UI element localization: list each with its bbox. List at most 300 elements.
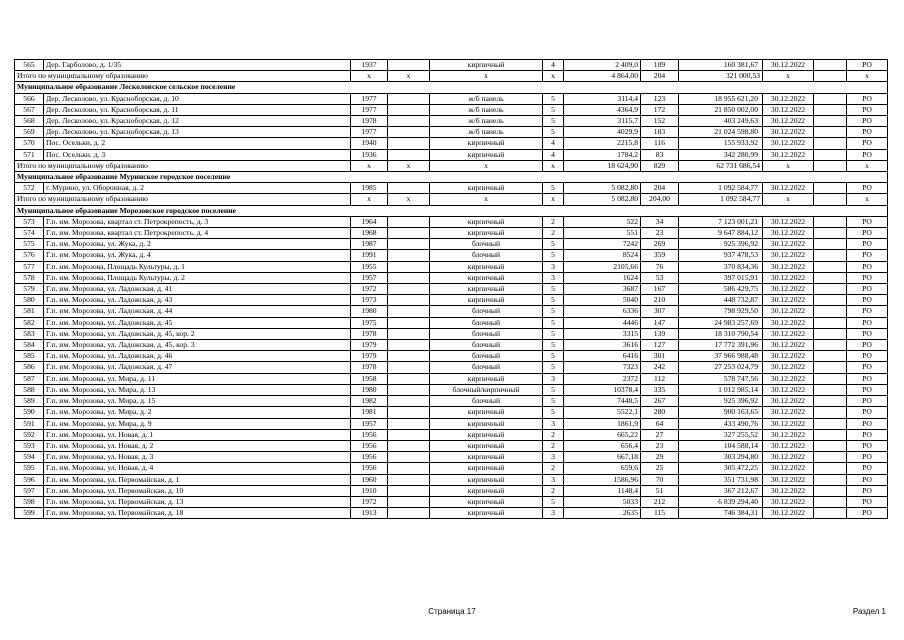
cell-floors: 2 [543, 228, 564, 239]
cell-blank [388, 508, 430, 519]
cell-number: 587 [15, 373, 44, 384]
cell-year: 1985 [351, 183, 388, 194]
cell-blank [388, 60, 430, 71]
cell-area: 2105,66 [564, 261, 641, 272]
table-row [15, 104, 888, 115]
cell-empty [814, 340, 847, 351]
cell-residents: 34 [641, 216, 679, 227]
cell-empty [814, 149, 847, 160]
section-title: Муниципальное образование Муринское городское поселение [15, 172, 888, 183]
cell-area: 4446 [564, 317, 641, 328]
cell-floors: 5 [543, 183, 564, 194]
cell-year: 1977 [351, 104, 388, 115]
cell-year: 1978 [351, 116, 388, 127]
cell-blank [388, 250, 430, 261]
table-row [15, 317, 888, 328]
cell-type: РО [847, 93, 888, 104]
cell-floors: 5 [543, 295, 564, 306]
cell-area: 1586,96 [564, 474, 641, 485]
cell-floors: 2 [543, 485, 564, 496]
cell-type: РО [847, 228, 888, 239]
cell-area: 665,22 [564, 429, 641, 440]
cell-floors: 5 [543, 384, 564, 395]
table-row [15, 496, 888, 507]
cell-cost: 155 933,92 [679, 138, 763, 149]
cell-material: кирпичный [430, 474, 543, 485]
cell-number: 590 [15, 407, 44, 418]
table-row [15, 351, 888, 362]
cell-type: РО [847, 216, 888, 227]
cell-material: блочный [430, 239, 543, 250]
cell-residents: 359 [641, 250, 679, 261]
cell-material: блочный [430, 328, 543, 339]
cell-area: 1861,9 [564, 418, 641, 429]
cell-material: кирпичный [430, 485, 543, 496]
cell-material: ж/б панель [430, 116, 543, 127]
cell-type: РО [847, 239, 888, 250]
cell-year: 1991 [351, 250, 388, 261]
cell-year: 1972 [351, 496, 388, 507]
section-header-row [15, 205, 888, 216]
cell-empty [814, 440, 847, 451]
cell-empty [814, 93, 847, 104]
cell-number: 596 [15, 474, 44, 485]
cell-residents: 25 [641, 463, 679, 474]
cell-floors: 5 [543, 306, 564, 317]
cell-cost: 586 429,75 [679, 284, 763, 295]
cell-year: 1940 [351, 138, 388, 149]
table-row [15, 485, 888, 496]
cell-residents: 53 [641, 272, 679, 283]
cell-material: х [430, 194, 543, 205]
table-row [15, 440, 888, 451]
cell-blank [388, 452, 430, 463]
cell-residents: 167 [641, 284, 679, 295]
cell-cost: 21 850 002,00 [679, 104, 763, 115]
cell-type: РО [847, 362, 888, 373]
cell-floors: 5 [543, 239, 564, 250]
cell-material: блочный [430, 362, 543, 373]
cell-floors: 4 [543, 138, 564, 149]
cell-address: Г.п. им. Морозова, Площадь Культуры, д. 2 [44, 272, 351, 283]
cell-area: 5522,1 [564, 407, 641, 418]
cell-type: РО [847, 418, 888, 429]
cell-residents: 242 [641, 362, 679, 373]
cell-cost: 798 929,50 [679, 306, 763, 317]
cell-blank [388, 228, 430, 239]
cell-date: 30.12.2022 [763, 463, 814, 474]
cell-area: 659,6 [564, 463, 641, 474]
cell-cost: 578 747,56 [679, 373, 763, 384]
cell-number: 585 [15, 351, 44, 362]
total-label: Итого по муниципальному образованию [15, 194, 351, 205]
cell-type: РО [847, 429, 888, 440]
cell-type: РО [847, 328, 888, 339]
cell-material: кирпичный [430, 183, 543, 194]
cell-residents: 109 [641, 60, 679, 71]
cell-date: 30.12.2022 [763, 340, 814, 351]
cell-address: Г.п. им. Морозова, ул. Ладожская, д. 47 [44, 362, 351, 373]
cell-date: 30.12.2022 [763, 295, 814, 306]
cell-residents: 23 [641, 228, 679, 239]
cell-residents: 116 [641, 138, 679, 149]
cell-address: Г.п. им. Морозова, ул. Жука, д. 4 [44, 250, 351, 261]
cell-area: 1148,4 [564, 485, 641, 496]
cell-material: кирпичный [430, 216, 543, 227]
section-title: Муниципальное образование Морозовское городское поселение [15, 205, 888, 216]
cell-type: РО [847, 250, 888, 261]
cell-year: х [351, 71, 388, 82]
cell-area: 2215,8 [564, 138, 641, 149]
cell-date: 30.12.2022 [763, 60, 814, 71]
cell-empty [814, 127, 847, 138]
cell-number: 599 [15, 508, 44, 519]
cell-empty [814, 60, 847, 71]
cell-blank [388, 463, 430, 474]
cell-type: РО [847, 127, 888, 138]
cell-type: РО [847, 508, 888, 519]
cell-blank [388, 272, 430, 283]
cell-empty [814, 228, 847, 239]
cell-empty [814, 407, 847, 418]
cell-year: 1987 [351, 239, 388, 250]
cell-date: 30.12.2022 [763, 418, 814, 429]
cell-year: 1972 [351, 284, 388, 295]
cell-date: 30.12.2022 [763, 306, 814, 317]
cell-empty [814, 138, 847, 149]
cell-cost: 18 955 621,20 [679, 93, 763, 104]
cell-type: РО [847, 474, 888, 485]
cell-number: 582 [15, 317, 44, 328]
cell-residents: 280 [641, 407, 679, 418]
cell-residents: 307 [641, 306, 679, 317]
cell-type: х [847, 71, 888, 82]
cell-cost: 925 396,92 [679, 239, 763, 250]
cell-date: 30.12.2022 [763, 250, 814, 261]
cell-cost: 1 092 584,77 [679, 194, 763, 205]
cell-floors: 5 [543, 116, 564, 127]
cell-type: РО [847, 149, 888, 160]
cell-date: 30.12.2022 [763, 239, 814, 250]
cell-address: Дер. Лесколово, ул. Красноборская, д. 11 [44, 104, 351, 115]
cell-residents: 829 [641, 160, 679, 171]
table-row [15, 261, 888, 272]
cell-floors: 3 [543, 373, 564, 384]
cell-material: кирпичный [430, 440, 543, 451]
table-row [15, 250, 888, 261]
cell-cost: 937 478,53 [679, 250, 763, 261]
cell-address: Г.п. им. Морозова, ул. Жука, д. 2 [44, 239, 351, 250]
cell-area: 6336 [564, 306, 641, 317]
cell-cost: 305 472,25 [679, 463, 763, 474]
cell-date: 30.12.2022 [763, 272, 814, 283]
cell-residents: 139 [641, 328, 679, 339]
cell-area: 522 [564, 216, 641, 227]
table-row [15, 284, 888, 295]
cell-number: 597 [15, 485, 44, 496]
cell-residents: 269 [641, 239, 679, 250]
cell-date: 30.12.2022 [763, 228, 814, 239]
total-row [15, 160, 888, 171]
table-row [15, 272, 888, 283]
cell-address: Г.п. им. Морозова, ул. Мира, д. 2 [44, 407, 351, 418]
table-row [15, 396, 888, 407]
cell-floors: 5 [543, 284, 564, 295]
cell-residents: 123 [641, 93, 679, 104]
section-header-row [15, 172, 888, 183]
cell-area: 551 [564, 228, 641, 239]
cell-date: 30.12.2022 [763, 284, 814, 295]
cell-blank [388, 407, 430, 418]
cell-floors: 5 [543, 496, 564, 507]
cell-residents: 172 [641, 104, 679, 115]
cell-type: РО [847, 284, 888, 295]
cell-type: РО [847, 138, 888, 149]
cell-floors: 3 [543, 508, 564, 519]
cell-address: Г.п. им. Морозова, ул. Новая, д. 2 [44, 440, 351, 451]
cell-type: х [847, 160, 888, 171]
cell-material: х [430, 71, 543, 82]
cell-area: 2 409,0 [564, 60, 641, 71]
cell-material: кирпичный [430, 272, 543, 283]
cell-blank [388, 418, 430, 429]
cell-blank [388, 396, 430, 407]
cell-blank: х [388, 71, 430, 82]
cell-empty [814, 474, 847, 485]
cell-number: 584 [15, 340, 44, 351]
cell-material: ж/б панель [430, 104, 543, 115]
cell-area: 4029,9 [564, 127, 641, 138]
cell-date: 30.12.2022 [763, 317, 814, 328]
cell-cost: 746 384,31 [679, 508, 763, 519]
cell-blank [388, 351, 430, 362]
cell-number: 565 [15, 60, 44, 71]
cell-area: 3115,7 [564, 116, 641, 127]
cell-blank: х [388, 160, 430, 171]
cell-address: Г.п. им. Морозова, Площадь Культуры, д. 1 [44, 261, 351, 272]
cell-floors: 2 [543, 440, 564, 451]
cell-address: Г.п. им. Морозова, ул. Ладожская, д. 45 [44, 317, 351, 328]
cell-empty [814, 317, 847, 328]
table-row [15, 418, 888, 429]
cell-floors: х [543, 71, 564, 82]
cell-year: 1957 [351, 418, 388, 429]
cell-year: 1936 [351, 149, 388, 160]
cell-year: 1956 [351, 452, 388, 463]
cell-cost: 160 381,67 [679, 60, 763, 71]
table-row [15, 328, 888, 339]
cell-type: РО [847, 452, 888, 463]
cell-floors: 5 [543, 250, 564, 261]
cell-cost: 27 253 024,79 [679, 362, 763, 373]
housing-registry-table [14, 59, 888, 519]
table-row [15, 127, 888, 138]
cell-type: РО [847, 116, 888, 127]
cell-floors: 5 [543, 317, 564, 328]
cell-cost: 303 294,80 [679, 452, 763, 463]
cell-number: 571 [15, 149, 44, 160]
cell-address: Г.п. им. Морозова, ул. Первомайская, д. 10 [44, 485, 351, 496]
cell-material: ж/б панель [430, 127, 543, 138]
section-title: Муниципальное образование Лесколовское сельское поселение [15, 82, 888, 93]
cell-number: 598 [15, 496, 44, 507]
cell-type: х [847, 194, 888, 205]
cell-date: 30.12.2022 [763, 127, 814, 138]
cell-cost: 1 092 584,77 [679, 183, 763, 194]
cell-address: г. Мурино, ул. Оборонная, д. 2 [44, 183, 351, 194]
cell-material: блочный [430, 306, 543, 317]
cell-number: 574 [15, 228, 44, 239]
cell-blank [388, 116, 430, 127]
cell-material: кирпичный [430, 429, 543, 440]
cell-type: РО [847, 384, 888, 395]
cell-blank [388, 183, 430, 194]
cell-material: блочный [430, 351, 543, 362]
cell-empty [814, 216, 847, 227]
cell-residents: 212 [641, 496, 679, 507]
cell-address: Г.п. им. Морозова, ул. Ладожская, д. 45, кор. 3 [44, 340, 351, 351]
cell-material: ж/б панель [430, 93, 543, 104]
cell-blank [388, 474, 430, 485]
table-row [15, 216, 888, 227]
cell-cost: 370 834,36 [679, 261, 763, 272]
table-row [15, 60, 888, 71]
cell-empty [814, 463, 847, 474]
cell-number: 594 [15, 452, 44, 463]
cell-date: х [763, 194, 814, 205]
cell-date: 30.12.2022 [763, 362, 814, 373]
cell-cost: 37 966 988,48 [679, 351, 763, 362]
cell-empty [814, 272, 847, 283]
cell-material: х [430, 160, 543, 171]
cell-address: Г.п. им. Морозова, ул. Ладожская, д. 41 [44, 284, 351, 295]
cell-cost: 397 015,91 [679, 272, 763, 283]
cell-year: х [351, 194, 388, 205]
page-number: Страница 17 [428, 607, 476, 616]
cell-area: 5 082,80 [564, 183, 641, 194]
cell-address: Г.п. им. Морозова, ул. Ладожская, д. 43 [44, 295, 351, 306]
registry-sheet [14, 59, 887, 519]
cell-number: 591 [15, 418, 44, 429]
cell-area: 656,4 [564, 440, 641, 451]
cell-number: 569 [15, 127, 44, 138]
cell-year: 1977 [351, 127, 388, 138]
cell-number: 580 [15, 295, 44, 306]
cell-area: 2635 [564, 508, 641, 519]
total-row [15, 71, 888, 82]
table-row [15, 463, 888, 474]
cell-area: 2372 [564, 373, 641, 384]
cell-blank [388, 104, 430, 115]
cell-cost: 448 732,87 [679, 295, 763, 306]
cell-number: 592 [15, 429, 44, 440]
cell-area: 5 082,80 [564, 194, 641, 205]
cell-material: кирпичный [430, 508, 543, 519]
cell-blank [388, 138, 430, 149]
cell-type: РО [847, 463, 888, 474]
cell-material: блочный [430, 340, 543, 351]
cell-number: 575 [15, 239, 44, 250]
cell-area: 5033 [564, 496, 641, 507]
cell-blank: х [388, 194, 430, 205]
table-row [15, 149, 888, 160]
cell-area: 4 864,00 [564, 71, 641, 82]
cell-date: х [763, 71, 814, 82]
cell-date: 30.12.2022 [763, 474, 814, 485]
cell-floors: 5 [543, 93, 564, 104]
cell-blank [388, 216, 430, 227]
cell-floors: 3 [543, 272, 564, 283]
cell-year: 1975 [351, 317, 388, 328]
cell-year: 1913 [351, 508, 388, 519]
table-row [15, 116, 888, 127]
cell-date: 30.12.2022 [763, 328, 814, 339]
cell-number: 579 [15, 284, 44, 295]
cell-floors: х [543, 194, 564, 205]
cell-year: 1982 [351, 396, 388, 407]
cell-year: 1980 [351, 306, 388, 317]
cell-floors: 4 [543, 60, 564, 71]
cell-empty [814, 71, 847, 82]
cell-blank [388, 496, 430, 507]
cell-year: 1957 [351, 272, 388, 283]
cell-material: кирпичный [430, 138, 543, 149]
cell-year: 1956 [351, 429, 388, 440]
cell-date: х [763, 160, 814, 171]
cell-year: 1980 [351, 384, 388, 395]
cell-residents: 51 [641, 485, 679, 496]
cell-year: 1960 [351, 474, 388, 485]
cell-type: РО [847, 104, 888, 115]
cell-number: 581 [15, 306, 44, 317]
cell-empty [814, 362, 847, 373]
cell-year: 1977 [351, 93, 388, 104]
cell-cost: 24 983 257,69 [679, 317, 763, 328]
cell-number: 567 [15, 104, 44, 115]
cell-area: 6416 [564, 351, 641, 362]
cell-area: 1784,2 [564, 149, 641, 160]
cell-year: 1979 [351, 340, 388, 351]
cell-type: РО [847, 396, 888, 407]
cell-number: 589 [15, 396, 44, 407]
cell-floors: 2 [543, 463, 564, 474]
cell-blank [388, 440, 430, 451]
table-row [15, 384, 888, 395]
cell-number: 570 [15, 138, 44, 149]
cell-cost: 6 839 294,40 [679, 496, 763, 507]
table-body [15, 60, 888, 519]
cell-date: 30.12.2022 [763, 138, 814, 149]
cell-type: РО [847, 351, 888, 362]
cell-material: кирпичный [430, 407, 543, 418]
cell-date: 30.12.2022 [763, 373, 814, 384]
cell-cost: 17 772 391,96 [679, 340, 763, 351]
cell-number: 588 [15, 384, 44, 395]
cell-blank [388, 149, 430, 160]
cell-cost: 342 280,99 [679, 149, 763, 160]
cell-material: кирпичный [430, 284, 543, 295]
cell-type: РО [847, 306, 888, 317]
cell-year: 1910 [351, 485, 388, 496]
cell-year: 1956 [351, 463, 388, 474]
cell-empty [814, 384, 847, 395]
total-label: Итого по муниципальному образованию [15, 71, 351, 82]
cell-number: 572 [15, 183, 44, 194]
cell-residents: 204 [641, 71, 679, 82]
cell-address: Г.п. им. Морозова, ул. Ладожская, д. 45, кор. 2 [44, 328, 351, 339]
cell-blank [388, 317, 430, 328]
table-row [15, 362, 888, 373]
